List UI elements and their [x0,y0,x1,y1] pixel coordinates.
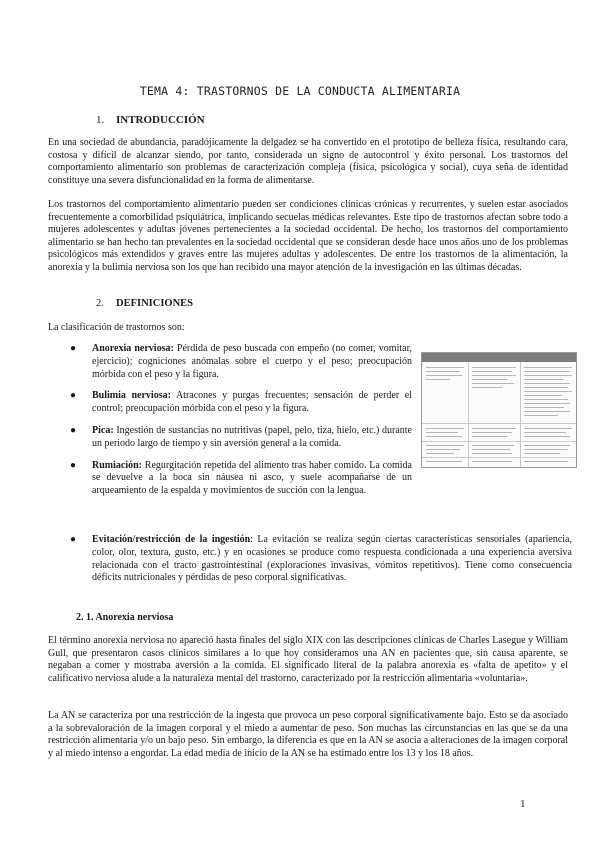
bullet-icon: ● [70,390,77,402]
document-title: TEMA 4: TRASTORNOS DE LA CONDUCTA ALIMENTARIA [139,84,461,98]
list-item [52,460,412,498]
page-number: 1 [520,798,526,810]
section-number: 1. [96,114,105,126]
subsection-number: 2. 1. [76,612,94,623]
disorder-term: Evitación/restricción de la ingestión [92,534,251,545]
section-heading-text: DEFINICIONES [116,298,194,309]
section-heading-introduccion [96,114,205,126]
disorder-term: Rumiación: [92,459,142,471]
list-item [52,425,412,451]
bullet-icon: ● [70,534,77,545]
classification-lead: La clasificación de trastornos son: [48,322,185,333]
bullet-icon: ● [70,343,77,354]
disorder-term: Bulimia nerviosa: [92,390,171,402]
disorder-list [52,343,412,507]
section-number: 2. [96,298,104,309]
bullet-icon: ● [70,424,77,436]
disorder-description: : La evitación se realiza según ciertas características sensoriales (apariencia, color, olor, textura, gusto, etc.) y en ocasiones se produce como respuesta condicionada a una experiencia aversiva relacionada con el tracto gastrointestinal (exploraciones invasivas, vómitos repetitivos). Tiene como consecuencia déficits nutricionales y pérdidas de peso corporal significativas. [92,534,572,584]
disorder-description: Pérdida de peso buscada con empeño (no comer, vomitar, ejercicio); cogniciones anómalas sobre el cuerpo y el peso; preocupación mórbida con el peso y la figura. [92,343,413,380]
anorexia-paragraph-1: El término anorexia nerviosa no apareció hasta finales del siglo XIX con las descripciones clínicas de Charles Lasegue y William Gull, que presentaron casos clínicos similares a lo que hoy consideramos una AN en pacientes que, sin causa aparente, se negaban a comer y mostraba aversión a la comida. El significado literal de la palabra anorexia es «falta de apetito» y el calificativo nerviosa alude a la naturaleza mental del trastorno, caracterizado por la restricción alimentaria «voluntaria». [48,635,568,684]
comparison-table-image [421,352,577,468]
disorder-description: Atracones y purgas frecuentes; sensación de perder el control; preocupación mórbida con el peso y la figura. [92,390,412,415]
intro-paragraph-2: Los trastornos del comportamiento alimentario pueden ser condiciones clínicas crónicas y recurrentes, y suelen estar asociados frecuentemente a comorbilidad psiquiátrica, implicando secuelas médicas relevantes. Este tipo de trastornos afectan sobre todo a mujeres adolescentes y adultas jóvenes pertenecientes a la sociedad occidental. De hecho, los trastornos del comportamiento alimentario se han hecho tan prevalentes en la sociedad occidental que se consideran desde hace unos años uno de los problemas psicológicos más extendidos y graves entre las mujeres adultas y adolescentes. De entre los trastornos de la alimentación, la anorexia y la bulimia nerviosa son los que han recibido una mayor atención de la investigación en las últimas décadas. [48,199,568,273]
section-heading-text: INTRODUCCIÓN [116,114,205,126]
list-item [52,390,412,416]
intro-paragraph-1: En una sociedad de abundancia, paradójicamente la delgadez se ha convertido en el prototipo de belleza física, resultando cara, costosa y difícil de alcanzar siendo, por tanto, considerada un signo de autocontrol y éxito personal. Los trastornos del comportamiento alimentario son problemas de caracterización compleja (física, psicológica y social), cuya seña de identidad constituye una severa disfuncionalidad en la forma de alimentarse. [48,137,568,186]
disorder-term: Pica: [92,424,114,436]
section-heading-definiciones [96,298,193,309]
disorder-term: Anorexia nerviosa: [92,343,174,354]
disorder-description: Regurgitación repetida del alimento tras haber comido. La comida se devuelve a la boca sin náusea ni asco, y suele acompañarse de un arqueamiento de la espalda y movimientos de succión con la lengua. [92,459,412,497]
subsection-heading-anorexia [76,612,173,623]
disorder-description: Ingestión de sustancias no nutritivas (papel, pelo, tiza, hielo, etc.) durante un periodo largo de tiempo y sin aversión general a la comida. [92,424,412,449]
bullet-icon: ● [70,459,77,471]
table-header-bar [422,353,576,362]
anorexia-paragraph-2: La AN se caracteriza por una restricción de la ingesta que provoca un peso corporal significativamente bajo. Esto se da asociado a la sobrevaloración de la imagen corporal y el miedo a aumentar de peso. Son muchas las circunstancias en las que se da una restricción alimentaria y/o un bajo peso. Sin embargo, la diferencia es que en la AN se asocia a alteraciones de la imagen corporal y al miedo intenso a engordar. La edad media de inicio de la AN se ha estimado entre los 13 y los 18 años. [48,710,568,759]
list-item [52,343,412,381]
list-item [52,534,572,585]
subsection-heading-text: Anorexia nerviosa [95,612,174,623]
